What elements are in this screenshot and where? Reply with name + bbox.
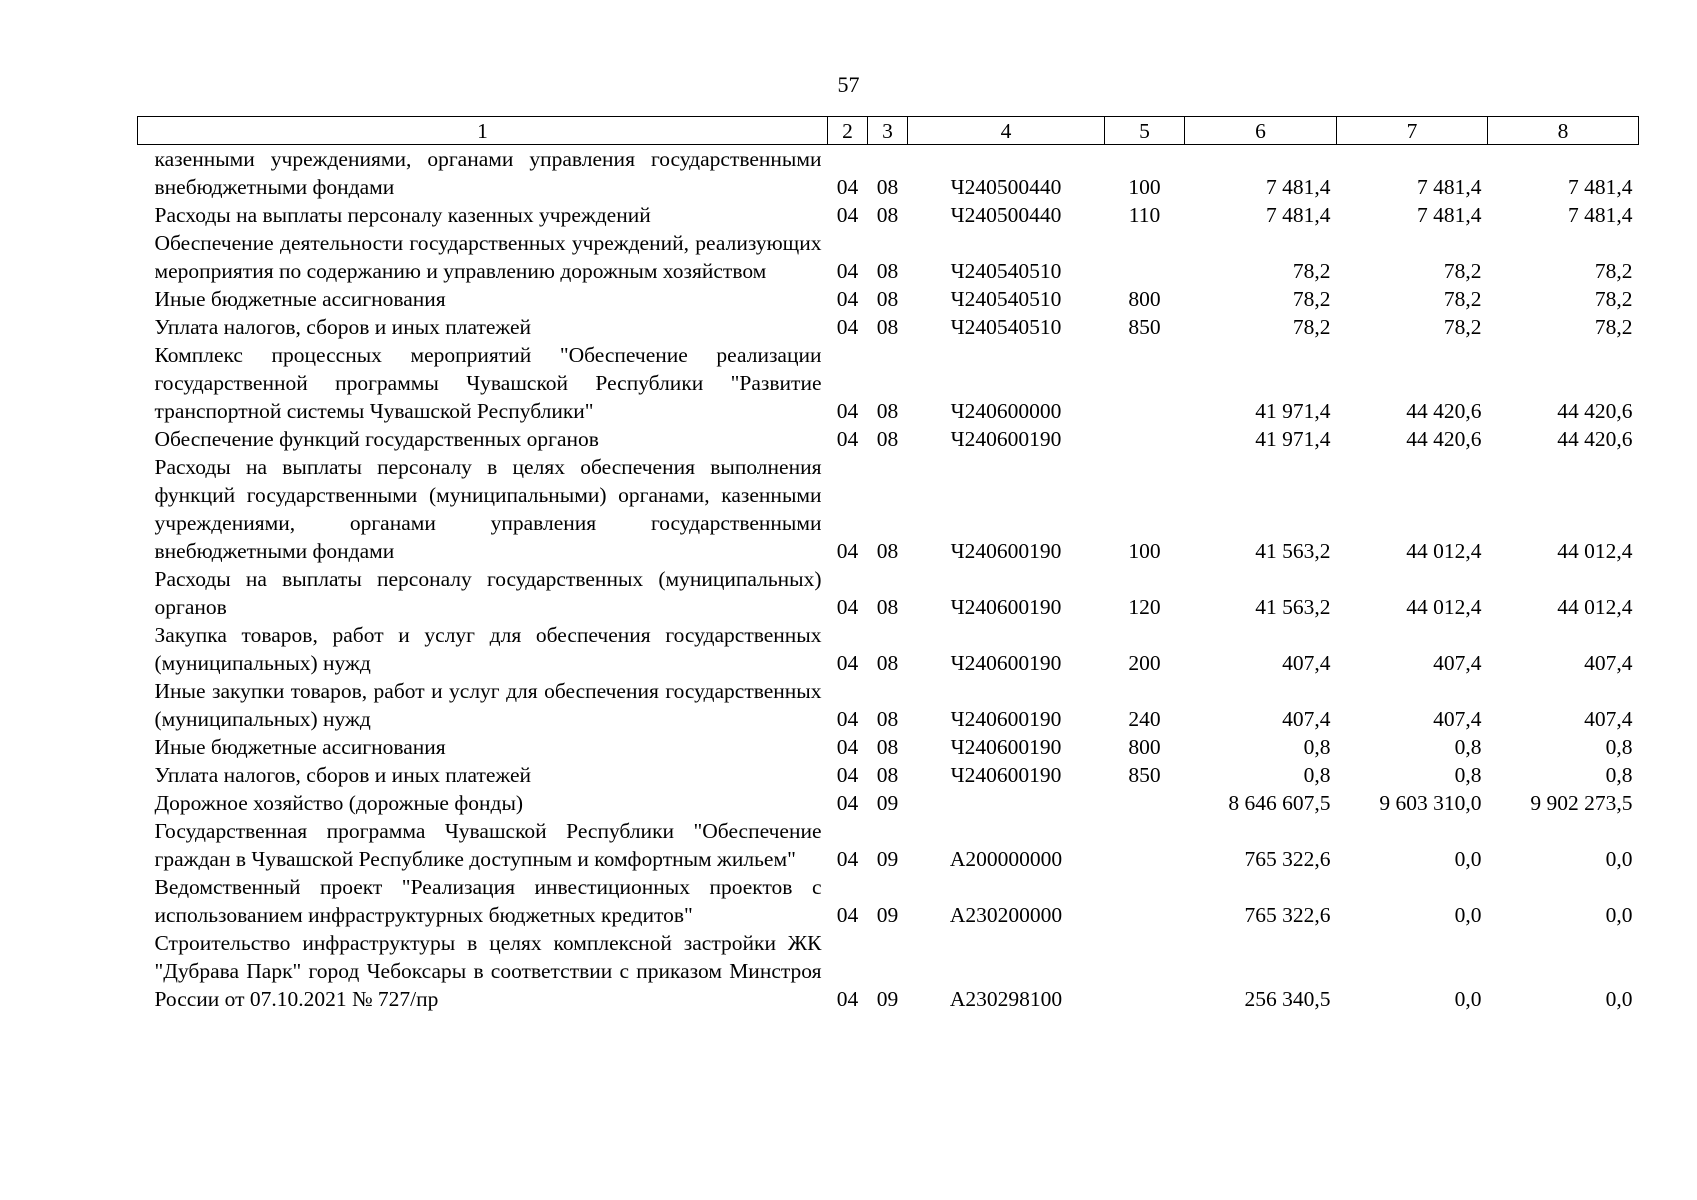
amount-col7-cell: 407,4	[1433, 707, 1482, 731]
section-code-cell: 04	[836, 203, 859, 227]
row-name-cell: Расходы на выплаты персоналу государственных (муниципальных) органов	[154, 567, 822, 619]
expense-type-cell	[1105, 341, 1185, 425]
section-code-cell: 04	[836, 791, 859, 815]
expense-type-cell: 800	[1128, 735, 1161, 759]
subsection-code-cell: 09	[876, 791, 899, 815]
amount-col8-cell: 0,8	[1605, 763, 1633, 787]
expense-type-cell	[1105, 789, 1185, 817]
amount-col6-cell: 78,2	[1292, 259, 1331, 283]
section-code-cell: 04	[836, 847, 859, 871]
row-name-cell: Обеспечение деятельности государственных учреждений, реализующих мероприятия по содержанию и управлению дорожным хозяйством	[154, 231, 822, 283]
table-row	[138, 425, 1639, 453]
amount-col7-cell: 0,0	[1454, 987, 1482, 1011]
row-name-cell: Уплата налогов, сборов и иных платежей	[154, 763, 532, 787]
table-row	[138, 201, 1639, 229]
amount-col7-cell: 78,2	[1443, 259, 1482, 283]
subsection-code-cell: 08	[876, 763, 899, 787]
table-row	[138, 565, 1639, 621]
table-row	[138, 621, 1639, 677]
amount-col6-cell: 41 971,4	[1255, 427, 1331, 451]
amount-col6-cell: 78,2	[1292, 287, 1331, 311]
subsection-code-cell: 08	[876, 539, 899, 563]
expense-type-cell	[1105, 929, 1185, 1013]
subsection-code-cell: 09	[876, 987, 899, 1011]
target-article-cell: Ч240600000	[950, 399, 1062, 423]
amount-col8-cell: 0,8	[1605, 735, 1633, 759]
table-row	[138, 929, 1639, 1013]
expense-type-cell	[1105, 229, 1185, 285]
target-article-cell: А230200000	[949, 903, 1063, 927]
target-article-cell	[908, 789, 1105, 817]
amount-col6-cell: 0,8	[1303, 763, 1331, 787]
column-header: 8	[1488, 117, 1639, 145]
amount-col8-cell: 7 481,4	[1568, 175, 1633, 199]
page-number: 57	[837, 72, 860, 97]
amount-col7-cell: 44 420,6	[1406, 427, 1482, 451]
amount-col7-cell: 0,0	[1454, 847, 1482, 871]
target-article-cell: Ч240500440	[950, 175, 1062, 199]
row-name-cell: Иные закупки товаров, работ и услуг для обеспечения государственных (муниципальных) нужд	[154, 679, 822, 731]
amount-col6-cell: 7 481,4	[1266, 203, 1331, 227]
section-code-cell: 04	[836, 399, 859, 423]
subsection-code-cell: 08	[876, 399, 899, 423]
section-code-cell: 04	[836, 903, 859, 927]
amount-col7-cell: 44 012,4	[1406, 539, 1482, 563]
expense-type-cell	[1105, 817, 1185, 873]
amount-col8-cell: 0,0	[1605, 847, 1633, 871]
subsection-code-cell: 08	[876, 707, 899, 731]
column-header: 2	[828, 117, 868, 145]
expense-type-cell: 100	[1128, 539, 1161, 563]
section-code-cell: 04	[836, 651, 859, 675]
amount-col6-cell: 41 563,2	[1255, 595, 1331, 619]
target-article-cell: Ч240540510	[950, 315, 1062, 339]
table-row	[138, 761, 1639, 789]
amount-col8-cell: 0,0	[1605, 987, 1633, 1011]
amount-col7-cell: 0,8	[1454, 735, 1482, 759]
table-row	[138, 873, 1639, 929]
target-article-cell: Ч240600190	[950, 595, 1062, 619]
table-row	[138, 145, 1639, 202]
budget-table	[137, 116, 1639, 1013]
target-article-cell: Ч240540510	[950, 287, 1062, 311]
amount-col6-cell: 78,2	[1292, 315, 1331, 339]
section-code-cell: 04	[836, 175, 859, 199]
amount-col7-cell: 78,2	[1443, 287, 1482, 311]
amount-col6-cell: 256 340,5	[1244, 987, 1331, 1011]
amount-col7-cell: 7 481,4	[1417, 175, 1482, 199]
row-name-cell: Уплата налогов, сборов и иных платежей	[154, 315, 532, 339]
section-code-cell: 04	[836, 735, 859, 759]
expense-type-cell	[1105, 425, 1185, 453]
target-article-cell: Ч240600190	[950, 763, 1062, 787]
amount-col8-cell: 44 012,4	[1557, 539, 1633, 563]
target-article-cell: Ч240600190	[950, 651, 1062, 675]
amount-col7-cell: 7 481,4	[1417, 203, 1482, 227]
section-code-cell: 04	[836, 707, 859, 731]
expense-type-cell: 850	[1128, 315, 1161, 339]
expense-type-cell	[1105, 873, 1185, 929]
expense-type-cell: 800	[1128, 287, 1161, 311]
subsection-code-cell: 08	[876, 651, 899, 675]
column-header: 6	[1185, 117, 1337, 145]
amount-col8-cell: 78,2	[1594, 259, 1633, 283]
table-row	[138, 677, 1639, 733]
amount-col8-cell: 78,2	[1594, 315, 1633, 339]
target-article-cell: Ч240600190	[950, 427, 1062, 451]
table-row	[138, 229, 1639, 285]
amount-col6-cell: 7 481,4	[1266, 175, 1331, 199]
amount-col7-cell: 0,8	[1454, 763, 1482, 787]
row-name-cell: Строительство инфраструктуры в целях комплексной застройки ЖК "Дубрава Парк" город Чебоксары в соответствии с приказом Минстроя России от 07.10.2021 № 727/пр	[154, 931, 822, 1011]
subsection-code-cell: 08	[876, 259, 899, 283]
subsection-code-cell: 09	[876, 847, 899, 871]
section-code-cell: 04	[836, 763, 859, 787]
table-row	[138, 285, 1639, 313]
expense-type-cell: 200	[1128, 651, 1161, 675]
amount-col7-cell: 0,0	[1454, 903, 1482, 927]
amount-col7-cell: 78,2	[1443, 315, 1482, 339]
table-row	[138, 733, 1639, 761]
amount-col6-cell: 407,4	[1282, 707, 1331, 731]
amount-col8-cell: 9 902 273,5	[1530, 791, 1633, 815]
row-name-cell: Закупка товаров, работ и услуг для обеспечения государственных (муниципальных) нужд	[154, 623, 822, 675]
amount-col8-cell: 407,4	[1584, 707, 1633, 731]
section-code-cell: 04	[836, 595, 859, 619]
expense-type-cell: 240	[1128, 707, 1161, 731]
expense-type-cell: 850	[1128, 763, 1161, 787]
subsection-code-cell: 08	[876, 175, 899, 199]
column-header: 4	[908, 117, 1105, 145]
subsection-code-cell: 08	[876, 595, 899, 619]
amount-col7-cell: 9 603 310,0	[1379, 791, 1482, 815]
amount-col8-cell: 44 420,6	[1557, 399, 1633, 423]
expense-type-cell: 100	[1128, 175, 1161, 199]
row-name-cell: казенными учреждениями, органами управления государственными внебюджетными фондами	[154, 147, 822, 199]
amount-col6-cell: 8 646 607,5	[1228, 791, 1331, 815]
amount-col8-cell: 7 481,4	[1568, 203, 1633, 227]
subsection-code-cell: 08	[876, 735, 899, 759]
subsection-code-cell: 09	[876, 903, 899, 927]
target-article-cell: А230298100	[949, 987, 1063, 1011]
row-name-cell: Иные бюджетные ассигнования	[154, 735, 446, 759]
column-header: 3	[868, 117, 908, 145]
amount-col6-cell: 41 563,2	[1255, 539, 1331, 563]
target-article-cell: А200000000	[949, 847, 1063, 871]
target-article-cell: Ч240600190	[950, 539, 1062, 563]
section-code-cell: 04	[836, 315, 859, 339]
table-row	[138, 313, 1639, 341]
subsection-code-cell: 08	[876, 315, 899, 339]
amount-col6-cell: 765 322,6	[1244, 903, 1331, 927]
section-code-cell: 04	[836, 287, 859, 311]
amount-col8-cell: 0,0	[1605, 903, 1633, 927]
table-header-row	[138, 117, 1639, 145]
amount-col7-cell: 44 420,6	[1406, 399, 1482, 423]
row-name-cell: Расходы на выплаты персоналу казенных учреждений	[154, 203, 651, 227]
subsection-code-cell: 08	[876, 427, 899, 451]
target-article-cell: Ч240540510	[950, 259, 1062, 283]
section-code-cell: 04	[836, 427, 859, 451]
amount-col6-cell: 0,8	[1303, 735, 1331, 759]
amount-col7-cell: 44 012,4	[1406, 595, 1482, 619]
column-header: 5	[1105, 117, 1185, 145]
expense-type-cell: 120	[1128, 595, 1161, 619]
column-header: 1	[138, 117, 828, 145]
expense-type-cell: 110	[1128, 203, 1161, 227]
table-row	[138, 817, 1639, 873]
table-row	[138, 453, 1639, 565]
row-name-cell: Государственная программа Чувашской Республики "Обеспечение граждан в Чувашской Республике доступным и комфортным жильем"	[154, 819, 822, 871]
section-code-cell: 04	[836, 259, 859, 283]
column-header: 7	[1337, 117, 1488, 145]
amount-col6-cell: 407,4	[1282, 651, 1331, 675]
table-row	[138, 789, 1639, 817]
section-code-cell: 04	[836, 539, 859, 563]
table-row	[138, 341, 1639, 425]
subsection-code-cell: 08	[876, 287, 899, 311]
target-article-cell: Ч240600190	[950, 707, 1062, 731]
section-code-cell: 04	[836, 987, 859, 1011]
row-name-cell: Расходы на выплаты персоналу в целях обеспечения выполнения функций государственными (муниципальными) органами, казенными учреждениями, органами управления государственными внебюджетными фондами	[154, 455, 822, 563]
amount-col8-cell: 407,4	[1584, 651, 1633, 675]
amount-col8-cell: 78,2	[1594, 287, 1633, 311]
target-article-cell: Ч240500440	[950, 203, 1062, 227]
subsection-code-cell: 08	[876, 203, 899, 227]
amount-col8-cell: 44 012,4	[1557, 595, 1633, 619]
row-name-cell: Обеспечение функций государственных органов	[154, 427, 599, 451]
row-name-cell: Ведомственный проект "Реализация инвестиционных проектов с использованием инфраструктурных бюджетных кредитов"	[154, 875, 822, 927]
amount-col6-cell: 765 322,6	[1244, 847, 1331, 871]
row-name-cell: Дорожное хозяйство (дорожные фонды)	[154, 791, 524, 815]
row-name-cell: Комплекс процессных мероприятий "Обеспечение реализации государственной программы Чувашской Республики "Развитие транспортной системы Чувашской Республики"	[154, 343, 822, 423]
amount-col6-cell: 41 971,4	[1255, 399, 1331, 423]
amount-col7-cell: 407,4	[1433, 651, 1482, 675]
amount-col8-cell: 44 420,6	[1557, 427, 1633, 451]
target-article-cell: Ч240600190	[950, 735, 1062, 759]
row-name-cell: Иные бюджетные ассигнования	[154, 287, 446, 311]
